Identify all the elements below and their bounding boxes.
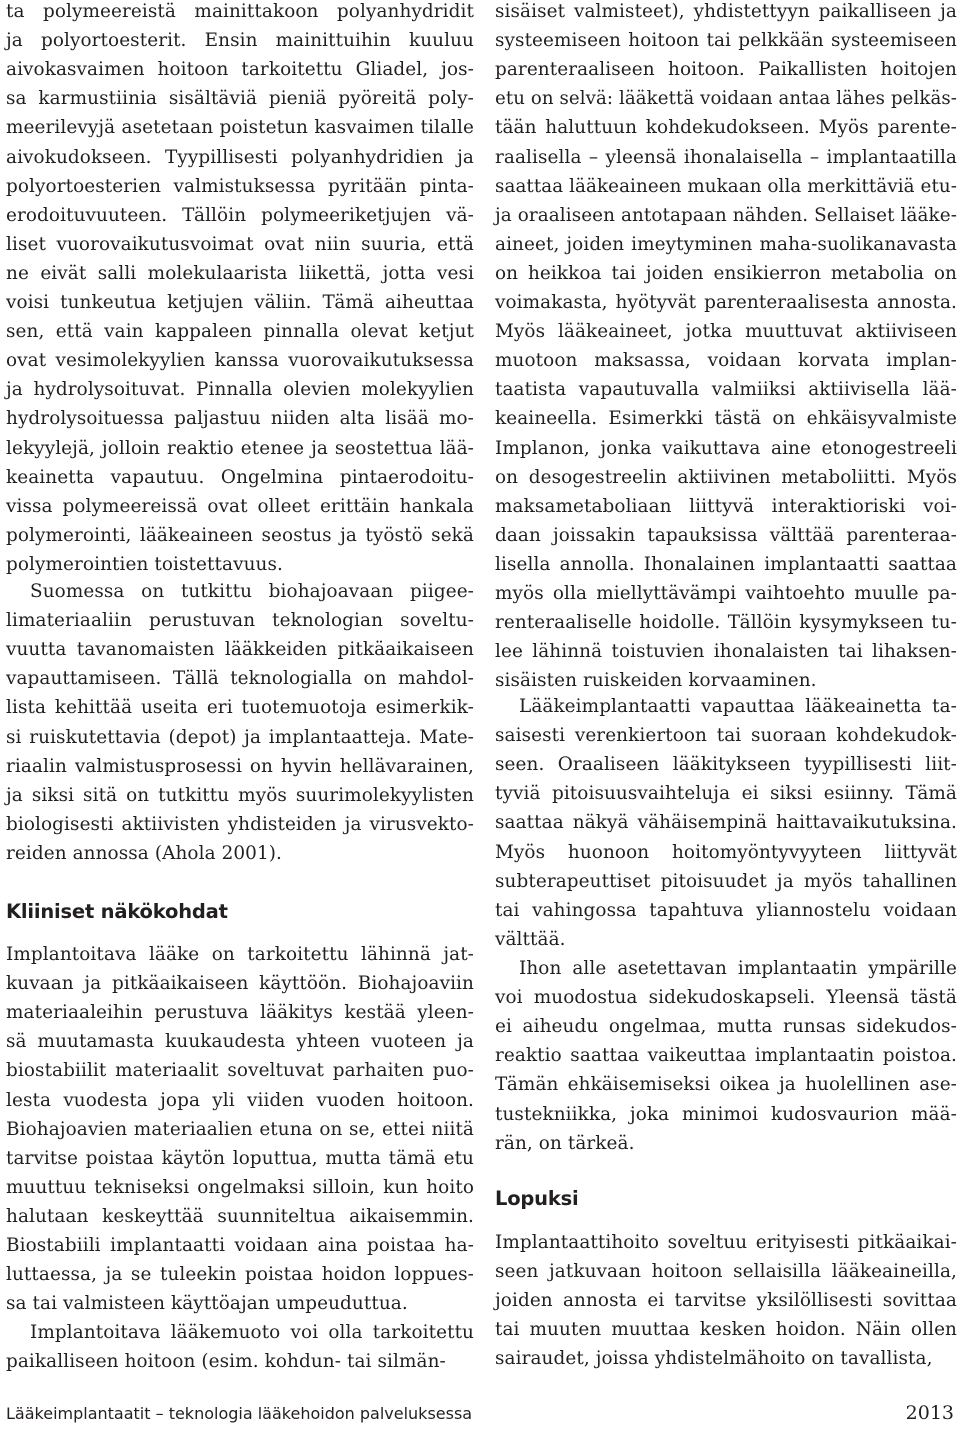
paragraph-line: seen jatkuvaan hoitoon sellaisilla lääkeaineilla, [495, 1261, 957, 1283]
paragraph-line: liset vuorovaikutusvoimat ovat niin suuria, että [6, 233, 474, 255]
paragraph-line: Implantoitava lääke on tarkoitettu lähinnä jat- [6, 944, 474, 965]
paragraph-line: ovat vesimolekyylien kanssa vuorovaikutuksessa [6, 350, 474, 372]
paragraph-line: aivokudokseen. Tyypillisesti polyanhydridien ja [6, 146, 474, 168]
footer-running-title: Lääkeimplantaatit – teknologia lääkehoidon palveluksessa [6, 1404, 473, 1423]
paragraph-line: tai vahingossa tapahtuva yliannostelu voidaan [495, 899, 957, 921]
paragraph-line: Implantaattihoito soveltuu erityisesti pitkäaikai- [495, 1232, 957, 1253]
paragraph-line: voi muodostua sidekudoskapseli. Yleensä tästä [495, 987, 957, 1009]
paragraph-line: ja hydrolysoituvat. Pinnalla olevien molekyylien [6, 379, 474, 401]
paragraph-line: myös olla miellyttävämpi vaihtoehto muulle pa- [495, 583, 957, 604]
paragraph-line: tyviä pitoisuusvaihteluja ei siksi esiinny. Tämä [495, 783, 957, 805]
paragraph-line: tustekniikka, joka minimoi kudosvaurion mää- [495, 1103, 957, 1125]
paragraph-line: sen, että vain kappaleen pinnalla olevat ketjut [6, 321, 474, 343]
paragraph-line: saattaa lääkeaineen mukaan olla merkittäviä etu- [495, 175, 957, 197]
paragraph-line: ja oraaliseen antotapaan nähden. Sellaiset lääke- [495, 204, 957, 226]
paragraph-line: vuutta tavanomaisten lääkkeiden pitkäaikaiseen [6, 639, 474, 661]
paragraph-line: sa karmustiinia sisältäviä pieniä pyöreitä poly- [6, 88, 474, 110]
paragraph-line: sa tai valmisteen käyttöajan umpeuduttua. [6, 1293, 408, 1315]
paragraph-line: systeemiseen hoitoon tai pelkkään systeemiseen [495, 30, 957, 52]
paragraph-line: limateriaaliin perustuvan teknologian soveltu- [6, 610, 474, 632]
paragraph-line: biostabiilit materiaalit soveltuvat parhaiten puo- [6, 1060, 474, 1082]
paragraph-line: luttaessa, ja se tuleekin poistaa hoidon loppues- [6, 1264, 474, 1286]
paragraph-line: joiden annosta ei tarvitse yksilöllisesti sovittaa [495, 1290, 957, 1312]
paragraph-line: seen. Oraaliseen lääkitykseen tyypillisesti liit- [495, 754, 957, 776]
paragraph-line: ei aiheudu ongelmaa, mutta runsas sidekudos- [495, 1016, 957, 1038]
paragraph-line: subterapeuttiset pitoisuudet ja myös tahallinen [495, 870, 957, 892]
paragraph-line: riaalin valmistusprosessi on hyvin hellävarainen, [6, 755, 474, 777]
paragraph-line: meerilevyjä asetetaan poistetun kasvaimen tilalle [6, 117, 474, 139]
paragraph-line: Lääkeimplantaatti vapauttaa lääkeainetta ta- [519, 696, 957, 717]
paragraph-line: voimakasta, hyötyvät parenteraalisesta annosta. [495, 292, 957, 313]
paragraph-line: saattaa näkyä vähäisempinä haittavaikutuksina. [495, 812, 957, 834]
paragraph-line: voisi tunkeutua ketjujen väliin. Tämä aiheuttaa [6, 292, 474, 313]
paragraph-line: ta polymeereistä mainittakoon polyanhydridit [6, 1, 474, 22]
paragraph-line: renteraaliselle hoidolle. Tällöin kysymykseen tu- [495, 612, 957, 634]
footer-year: 2013 [905, 1402, 954, 1424]
paragraph-line: Tämän ehkäisemiseksi oikea ja huolellinen ase- [495, 1074, 957, 1096]
paragraph-line: polymerointien toistettavuus. [6, 553, 283, 575]
paragraph-line: Myös lääkeaineet, jotka muuttuvat aktiiviseen [495, 321, 957, 343]
paragraph-line: keainetta vapautuu. Ongelmina pintaerodoitu- [6, 466, 474, 488]
paragraph-line: lesta vuodesta jopa yli viiden vuoden hoitoon. [6, 1089, 474, 1111]
paragraph-line: erodoituvuuteen. Tällöin polymeeriketjujen vä- [6, 204, 474, 226]
paragraph-line: aivokasvaimen hoitoon tarkoitettu Gliadel, jos- [6, 59, 474, 81]
paragraph-line: Biostabiili implantaatti voidaan aina poistaa ha- [6, 1235, 474, 1256]
paragraph-line: raalisella – yleensä ihonalaisella – implantaatilla [495, 146, 957, 168]
paragraph-line: hydrolysoituessa paljastuu niiden alta lisää mo- [6, 408, 474, 430]
paragraph-line: polymerointi, lääkeaineen seostus ja työstö sekä [6, 524, 474, 546]
section-heading: Kliiniset näkökohdat [6, 900, 228, 923]
paragraph-line: polyortoesterien valmistuksessa pyritään pinta- [6, 175, 474, 197]
paragraph-line: aineet, joiden imeytyminen maha-suolikanavasta [495, 233, 957, 255]
paragraph-line: saisesti verenkiertoon tai suoraan kohdekudok- [495, 725, 957, 747]
paragraph-line: Biohajoavien materiaalien etuna on se, ettei niitä [6, 1118, 474, 1140]
paragraph-line: taatista vapautuvalla valmiiksi aktiivisella lää- [495, 379, 957, 401]
paragraph-line: maksametaboliaan liittyvä interaktioriski voi- [495, 495, 957, 517]
paragraph-line: tai muuten muuttaa kesken hoidon. Näin ollen [495, 1319, 957, 1341]
paragraph-line: reaktio saattaa vaikeuttaa implantaatin poistoa. [495, 1045, 957, 1067]
paragraph-line: lee lähinnä toistuvien ihonalaisten tai lihaksen- [495, 641, 957, 663]
paragraph-line: välttää. [495, 928, 566, 950]
paragraph-line: kuvaan ja pitkäaikaiseen käyttöön. Biohajoaviin [6, 973, 474, 995]
paragraph-line: paikalliseen hoitoon (esim. kohdun- tai silmän- [6, 1351, 446, 1373]
paragraph-line: ja polyortoesterit. Ensin mainittuihin kuuluu [6, 30, 474, 52]
paragraph-line: Implanon, jonka vaikuttava aine etonogestreeli [495, 437, 957, 459]
paragraph-line: materiaaleihin perustuva lääkitys kestää yleen- [6, 1002, 474, 1024]
paragraph-line: Myös huonoon hoitomyöntyvyyteen liittyvät [495, 841, 957, 863]
paragraph-line: si ruiskutettavia (depot) ja implantaatteja. Mate- [6, 726, 474, 748]
paragraph-line: Implantoitava lääkemuoto voi olla tarkoitettu [30, 1322, 474, 1343]
paragraph-line: etu on selvä: lääkettä voidaan antaa lähes pelkäs- [495, 88, 957, 110]
paragraph-line: tään haluttuun kohdekudokseen. Myös parente- [495, 117, 957, 139]
paragraph-line: Suomessa on tutkittu biohajoavaan piigee- [30, 581, 474, 602]
section-heading: Lopuksi [495, 1187, 579, 1210]
paragraph-line: tarvitse poistaa käytön loputtua, mutta tämä etu [6, 1147, 474, 1169]
paragraph-line: Ihon alle asetettavan implantaatin ympärille [519, 958, 957, 979]
paragraph-line: parenteraaliseen hoitoon. Paikallisten hoitojen [495, 59, 957, 81]
paragraph-line: ne eivät salli molekulaarista liikettä, jotta vesi [6, 262, 474, 284]
paragraph-line: lisella annolla. Ihonalainen implantaatti saattaa [495, 553, 957, 575]
paragraph-line: on heikkoa tai joiden ensikierron metabolia on [495, 262, 957, 284]
paragraph-line: lista kehittää useita eri tuotemuotoja esimerkik- [6, 697, 474, 719]
paragraph-line: sä muutamasta kuukaudesta yhteen vuoteen ja [6, 1031, 474, 1053]
paragraph-line: daan joissakin tapauksissa välttää parenteraa- [495, 524, 957, 546]
paragraph-line: reiden annossa (Ahola 2001). [6, 842, 283, 864]
paragraph-line: lekyylejä, jolloin reaktio etenee ja seostettua lää- [6, 437, 474, 459]
paragraph-line: on desogestreelin aktiivinen metaboliitti. Myös [495, 466, 957, 488]
paragraph-line: sisäiset valmisteet), yhdistettyyn paikalliseen ja [495, 1, 957, 22]
paragraph-line: muotoon maksassa, voidaan korvata implan- [495, 350, 957, 372]
paragraph-line: sairaudet, joissa yhdistelmähoito on tavallista, [495, 1348, 933, 1370]
paragraph-line: halutaan keskeyttää suunniteltua aikaisemmin. [6, 1205, 474, 1227]
paragraph-line: ja siksi sitä on tutkittu myös suurimolekyylisten [6, 784, 474, 806]
paragraph-line: rän, on tärkeä. [495, 1132, 635, 1154]
paragraph-line: sisäisten ruiskeiden korvaaminen. [495, 670, 817, 692]
paragraph-line: keaineella. Esimerkki tästä on ehkäisyvalmiste [495, 408, 957, 430]
paragraph-line: vapauttamiseen. Tällä teknologialla on mahdol- [6, 668, 474, 690]
paragraph-line: biologisesti aktiivisten yhdisteiden ja virusvekto- [6, 813, 474, 835]
paragraph-line: muuttuu tekniseksi ongelmaksi silloin, kun hoito [6, 1176, 474, 1198]
paragraph-line: vissa polymeereissä ovat olleet erittäin hankala [6, 495, 474, 517]
